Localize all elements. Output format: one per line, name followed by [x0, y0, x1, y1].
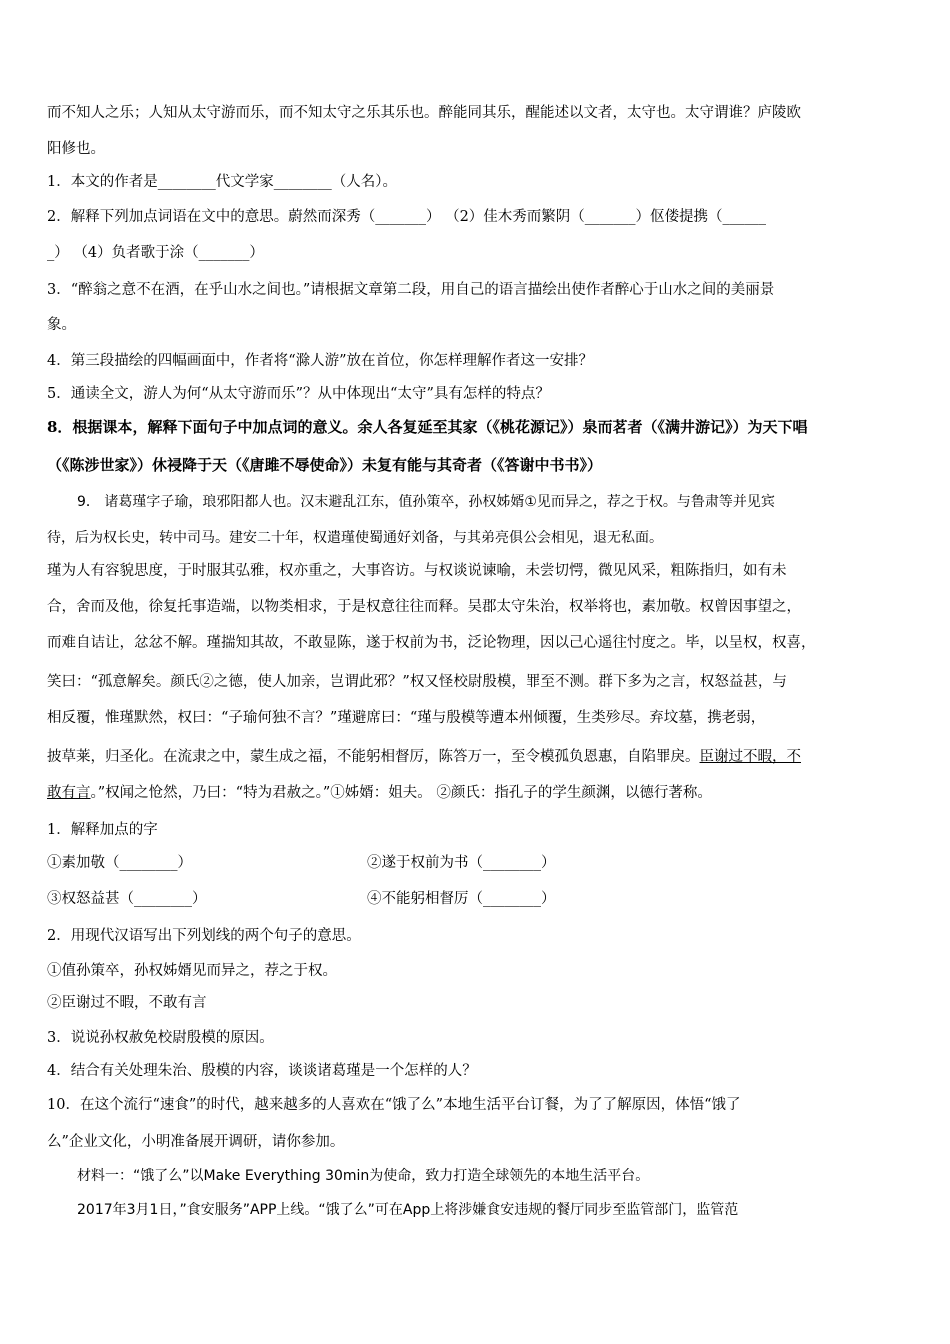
question-9-sub-2: 2．用现代汉语写出下列划线的两个句子的意思。	[47, 928, 361, 944]
underlined-sentence-end: 敢有言	[47, 785, 91, 801]
question-9-para-line: 合，舍而及他，徐复托事造端，以物类相求，于是权意往往而释。吴郡太守朱治，权举将也，素加敬。权曾因事望之，	[47, 599, 801, 615]
para-line-6-text: 披草莱，归圣化。在流隶之中，蒙生成之福，不能躬相督厉，陈答万一，至令模孤负恩惠，自陷罪戾。	[47, 749, 700, 765]
blank-row-2	[47, 885, 907, 913]
question-8-line-2: （《陈涉世家》）休祲降于天（《唐雎不辱使命》）未复有能与其奇者（《答谢中书书》）	[47, 456, 603, 474]
question-9-sub-4: 4．结合有关处理朱治、殷模的内容，谈谈诸葛瑾是一个怎样的人？	[47, 1063, 477, 1079]
question-9-sub-3: 3．说说孙权赦免校尉殷模的原因。	[47, 1030, 274, 1046]
material-1: 材料一：“饿了么”以Make Everything 30min为使命，致力打造全球领先的本地生活平台。	[77, 1168, 650, 1184]
underlined-sentence-start: 臣谢过不暇，不	[699, 749, 801, 765]
question-9-para-line-7	[47, 779, 907, 807]
question-1: 1．本文的作者是________代文学家________（人名）。	[47, 174, 397, 190]
question-3-line-1: 3．“醉翁之意不在酒，在乎山水之间也。”请根据文章第二段，用自己的语言描绘出使作者醉心于山水之间的美丽景	[47, 282, 775, 298]
question-5: 5．通读全文，游人为何“从太守游而乐”？从中体现出“太守”具有怎样的特点？	[47, 386, 550, 402]
passage-tail-line-1: 而不知人之乐；人知从太守游而乐，而不知太守之乐其乐也。醉能同其乐，醒能述以文者，太守也。太守谓谁？庐陵欧	[47, 105, 801, 121]
question-9-para-line: 相反覆，惟瑾默然，权曰：“子瑜何独不言？”瑾避席曰：“瑾与殷模等遭本州倾覆，生类殄尽。弃坟墓，携老弱，	[47, 710, 766, 726]
question-9-intro-line-1: 9． 诸葛瑾字子瑜，琅邪阳都人也。汉末避乱江东，值孙策卒，孙权姊婿①见而异之，荐之于权。与鲁肃等并见宾	[77, 494, 775, 510]
question-9-para-line-6	[47, 743, 907, 771]
question-2-line-2: _） （4）负者歌于涂（_______）	[47, 245, 264, 261]
blank-2: ②遂于权前为书（________）	[367, 855, 556, 871]
blank-1: ①素加敬（________）	[47, 855, 192, 871]
question-8-line-1: 8．根据课本，解释下面句子中加点词的意义。余人各复延至其家（《桃花源记》）泉而茗者（《满井游记》）为天下唱	[47, 418, 808, 436]
passage-tail-line-2: 阳修也。	[47, 141, 105, 157]
sentence-2: ②臣谢过不暇，不敢有言	[47, 995, 207, 1011]
question-9-para-line: 而难自诘让，忿忿不解。瑾揣知其故，不敢显陈，遂于权前为书，泛论物理，因以己心遥往忖度之。毕，以呈权，权喜，	[47, 635, 816, 651]
question-9-intro-line-2: 待，后为权长史，转中司马。建安二十年，权遣瑾使蜀通好刘备，与其弟亮俱公会相见，退无私面。	[47, 530, 663, 546]
question-4: 4．第三段描绘的四幅画面中，作者将“滁人游”放在首位，你怎样理解作者这一安排？	[47, 353, 594, 369]
question-9-para-line: 瑾为人有容貌思度，于时服其弘雅，权亦重之，大事咨访。与权谈说谏喻，未尝切愕，微见风采，粗陈指归，如有未	[47, 563, 787, 579]
question-3-line-2: 象。	[47, 317, 76, 333]
blank-4: ④不能躬相督厉（________）	[367, 891, 556, 907]
question-9-sub-1: 1．解释加点的字	[47, 822, 158, 838]
question-10-line-2: 么”企业文化，小明准备展开调研，请你参加。	[47, 1134, 345, 1150]
question-9-para-line: 笑曰：“孤意解矣。颜氏②之德，使人加亲，岂谓此邪？”权又怪校尉殷模，罪至不测。群下多为之言，权怒益甚，与	[47, 674, 787, 690]
sentence-1: ①值孙策卒，孙权姊婿见而异之，荐之于权。	[47, 963, 337, 979]
question-2-line-1: 2．解释下列加点词语在文中的意思。蔚然而深秀（_______） （2）佳木秀而繁阴（_______）伛偻提携（______	[47, 209, 767, 225]
question-10-line-1: 10．在这个流行“速食”的时代，越来越多的人喜欢在“饿了么”本地生活平台订餐，为了了解原因，体悟“饿了	[47, 1097, 741, 1113]
para-line-7-text: 。”权闻之怆然，乃曰：“特为君赦之。”①姊婿：姐夫。 ②颜氏：指孔子的学生颜渊，以德行著称。	[90, 785, 712, 801]
material-2: 2017年3月1日，”食安服务”APP上线。“饿了么”可在App上将涉嫌食安违规的餐厅同步至监管部门，监管范	[77, 1202, 739, 1218]
blank-row-1	[47, 849, 907, 877]
blank-3: ③权怒益甚（________）	[47, 891, 207, 907]
